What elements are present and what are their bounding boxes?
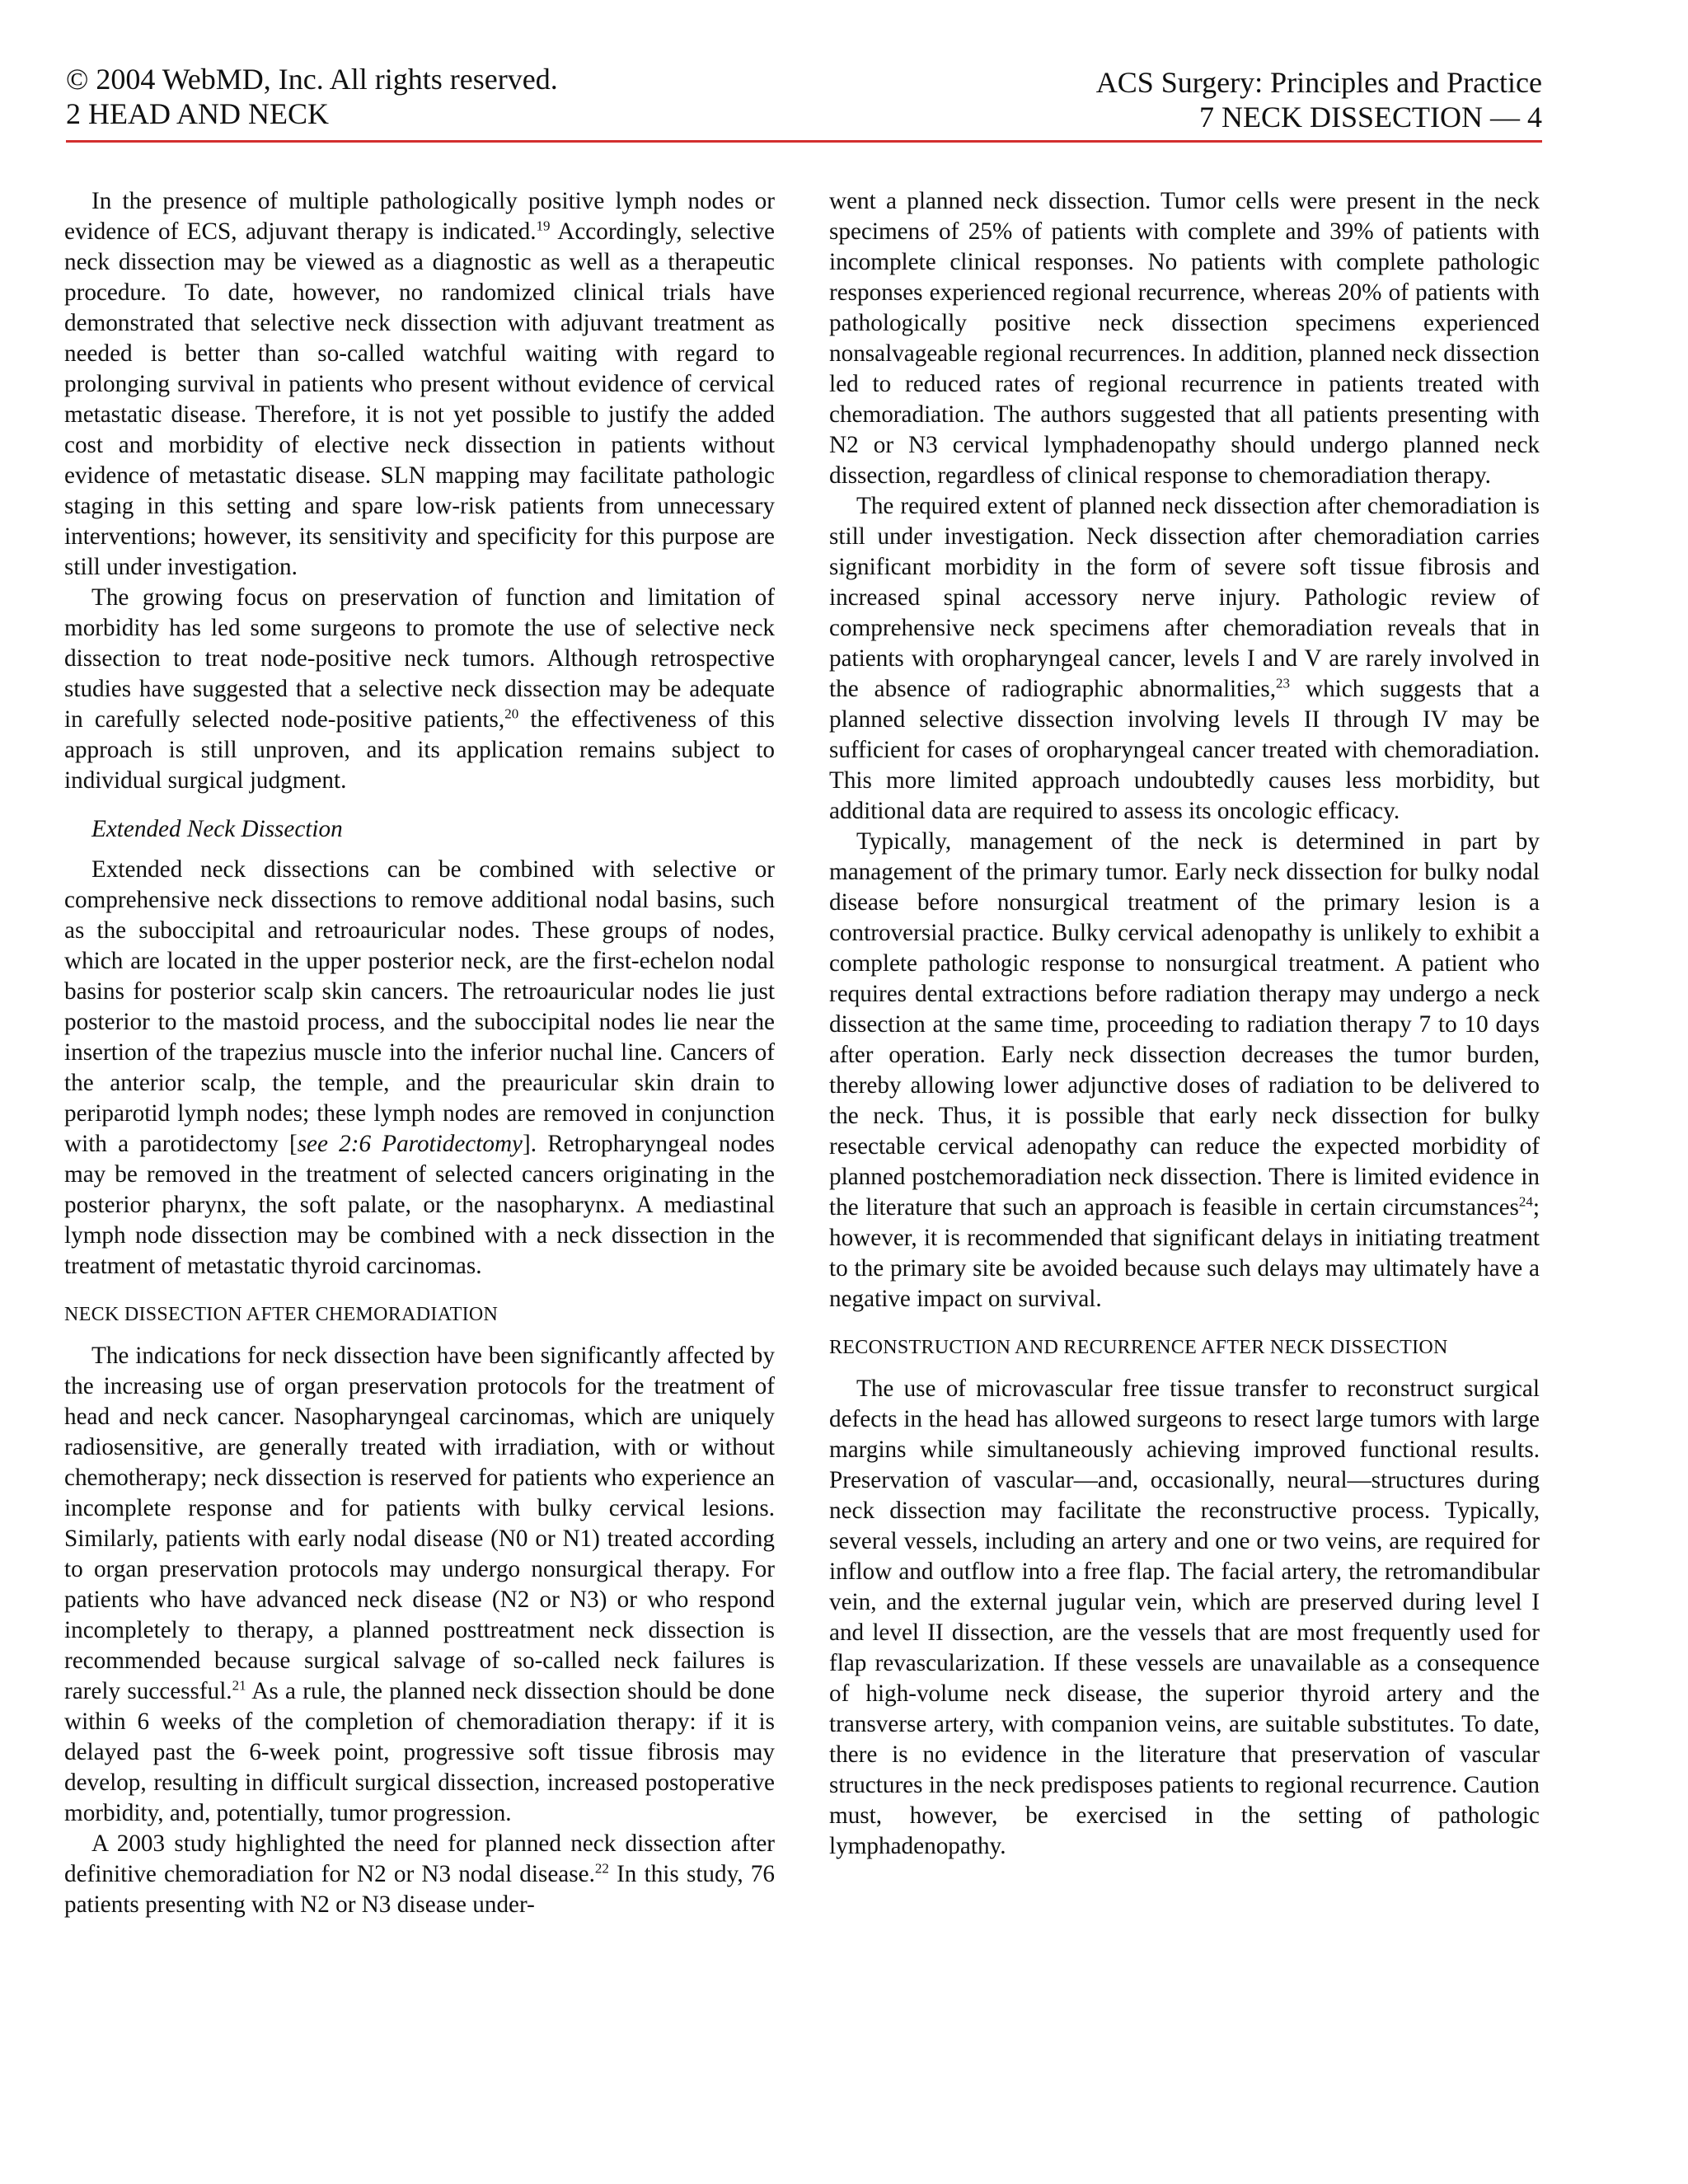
paragraph: A 2003 study highlighted the need for planned neck dissection after definitive chemoradiation for N2 or N3 nodal disease.$^{22}$ In this study, 76 patients presenting with N2 or N3 disease under- [64, 1830, 775, 1918]
paragraph: Extended neck dissections can be combined with selective or comprehensive neck dissections to remove additional nodal basins, such as the suboccipital and retroauricular nodes. These groups of nodes, which are located in the upper posterior neck, are the first-echelon nodal basins for posterior scalp skin cancers. The retroauricular nodes lie just posterior to the mastoid process, and the suboccipital nodes lie near the insertion of the trapezius muscle into the inferior nuchal line. Cancers of the anterior scalp, the temple, and the preauricular skin drain to periparotid lymph nodes; these lymph nodes are removed in conjunction with a parotidectomy [see 2:6 Parotidectomy]. Retropharyngeal nodes may be removed in the treatment of selected cancers originating in the posterior pharynx, the soft palate, or the nasopharynx. A mediastinal lymph node dissection may be combined with a neck dissection in the treatment of metastatic thyroid carcinomas. [64, 856, 775, 1279]
reference-marker[interactable]: 24 [1518, 1193, 1533, 1210]
reference-marker[interactable]: 20 [504, 705, 519, 722]
paragraph: The indications for neck dissection have been significantly affected by the increasing use of organ preservation protocols for the treatment of head and neck cancer. Nasopharyngeal carcinomas, which are uniquely radiosensitive, are generally treated with irradiation, with or without chemotherapy; neck dissection is reserved for patients who experience an incomplete response and for patients with bulky cervical lesions. Similarly, patients with early nodal disease (N0 or N1) treated according to organ preservation protocols may undergo nonsurgical therapy. For patients who have advanced neck disease (N2 or N3) or who respond incompletely to therapy, a planned posttreatment neck dissection is recommended because surgical salvage of so-called neck failures is rarely successful.$^{21}$ As a rule, the planned neck dissection should be done within 6 weeks of the completion of chemoradiation therapy: if it is delayed past the 6-week point, progressive soft tissue fibrosis may develop, resulting in difficult surgical dissection, increased postoperative morbidity, and, potentially, tumor progression. [64, 1343, 776, 1826]
paragraph: Typically, management of the neck is determined in part by management of the primary tumor. Early neck dissection for bulky nodal disease before nonsurgical treatment of the primary lesion is a controversial practice. Bulky cervical adenopathy is unlikely to exhibit a complete pathologic response to nonsurgical treatment. A patient who requires dental extractions before radiation therapy may undergo a neck dissection at the same time, proceeding to radiation therapy 7 to 10 days after operation. Early neck dissection decreases the tumor burden, thereby allowing lower adjunctive doses of radiation to be delivered to the neck. Thus, it is possible that early neck dissection for bulky resectable cervical adenopathy can reduce the expected morbidity of planned postchemoradiation neck dissection. There is limited evidence in the literature that such an approach is feasible in certain circumstances$^{24}$; however, it is recommended that significant delays in initiating treatment to the primary site be avoided because such delays may ultimately have a negative impact on survival. [829, 828, 1540, 1312]
section-heading-reconstruction: RECONSTRUCTION AND RECURRENCE AFTER NECK DISSECTION [829, 1337, 1448, 1358]
paragraph: In the presence of multiple pathologically positive lymph nodes or evidence of ECS, adjuvant therapy is indicated.$^{19}$ Accordingly, selective neck dissection may be viewed as a diagnostic as well as a therapeutic procedure. To date, however, no randomized clinical trials have demonstrated that selective neck dissection with adjuvant treatment as needed is better than so-called watchful waiting with regard to prolonging survival in patients who present without evidence of cervical metastatic disease. Therefore, it is not yet possible to justify the added cost and morbidity of elective neck dissection in patients without evidence of metastatic disease. SLN mapping may facilitate pathologic staging in this setting and spare low-risk patients from unnecessary interventions; however, its sensitivity and specificity for this purpose are still under investigation. [64, 188, 775, 580]
right-column [829, 186, 1540, 1862]
paragraph: The required extent of planned neck dissection after chemoradiation is still under investigation. Neck dissection after chemoradiation carries significant morbidity in the form of severe soft tissue fibrosis and increased spinal accessory nerve injury. Pathologic review of comprehensive neck specimens after chemoradiation reveals that in patients with oropharyngeal cancer, levels I and V are rarely involved in the absence of radiographic abnormalities,$^{23}$ which suggests that a planned selective dissection involving levels II through IV may be sufficient for cases of oropharyngeal cancer treated with chemoradiation. This more limited approach undoubtedly causes less morbidity, but additional data are required to assess its oncologic efficacy. [829, 493, 1540, 824]
cross-reference-link[interactable]: see 2:6 Parotidectomy [297, 1131, 523, 1157]
paragraph: The use of microvascular free tissue transfer to reconstruct surgical defects in the head has allowed surgeons to resect large tumors with large margins while simultaneously achieving improved functional results. Preservation of vascular—and, occasionally, neural—structures during neck dissection may facilitate the reconstructive process. Typically, several vessels, including an artery and one or two veins, are required for inflow and outflow into a free flap. The facial artery, the retromandibular vein, and the external jugular vein, which are preserved during level I and level II dissection, are the vessels that are most frequently used for flap revascularization. If these vessels are unavailable as a consequence of high-volume neck disease, the superior thyroid artery and the transverse artery, with companion veins, are suitable substitutes. To date, there is no evidence in the literature that preservation of vascular structures in the neck predisposes patients to regional recurrence. Caution must, however, be exercised in the setting of pathologic lymphadenopathy. [829, 1376, 1540, 1859]
paragraph: The growing focus on preservation of function and limitation of morbidity has led some surgeons to promote the use of selective neck dissection to treat node-positive neck tumors. Although retrospective studies have suggested that a selective neck dissection may be adequate in carefully selected node-positive patients,$^{20}$ the effectiveness of this approach is still unproven, and its application remains subject to individual surgical judgment. [64, 584, 775, 794]
paragraph: went a planned neck dissection. Tumor cells were present in the neck specimens of 25% of patients with complete and 39% of patients with incomplete clinical responses. No patients with complete pathologic responses experienced regional recurrence, whereas 20% of patients with pathologically positive neck dissection specimens experienced nonsalvageable regional recurrences. In addition, planned neck dissection led to reduced rates of regional recurrence in patients treated with chemoradiation. The authors suggested that all patients presenting with N2 or N3 cervical lymphadenopathy should undergo planned neck dissection, regardless of clinical response to chemoradiation therapy. [829, 188, 1540, 489]
reference-marker[interactable]: 23 [1276, 675, 1290, 691]
reference-marker[interactable]: 21 [232, 1677, 246, 1694]
reference-marker[interactable]: 19 [536, 218, 551, 234]
book-title: ACS Surgery: Principles and Practice [1095, 66, 1542, 99]
copyright-notice: © 2004 WebMD, Inc. All rights reserved. [66, 63, 558, 96]
left-column [64, 186, 775, 1920]
subheading-extended-neck-dissection: Extended Neck Dissection [91, 816, 343, 842]
section-heading-chemoradiation: NECK DISSECTION AFTER CHEMORADIATION [64, 1304, 499, 1325]
header-rule [66, 140, 1542, 143]
reference-marker[interactable]: 22 [594, 1860, 609, 1877]
section-label: 2 HEAD AND NECK [66, 97, 329, 130]
chapter-label: 7 NECK DISSECTION — 4 [1198, 101, 1542, 134]
